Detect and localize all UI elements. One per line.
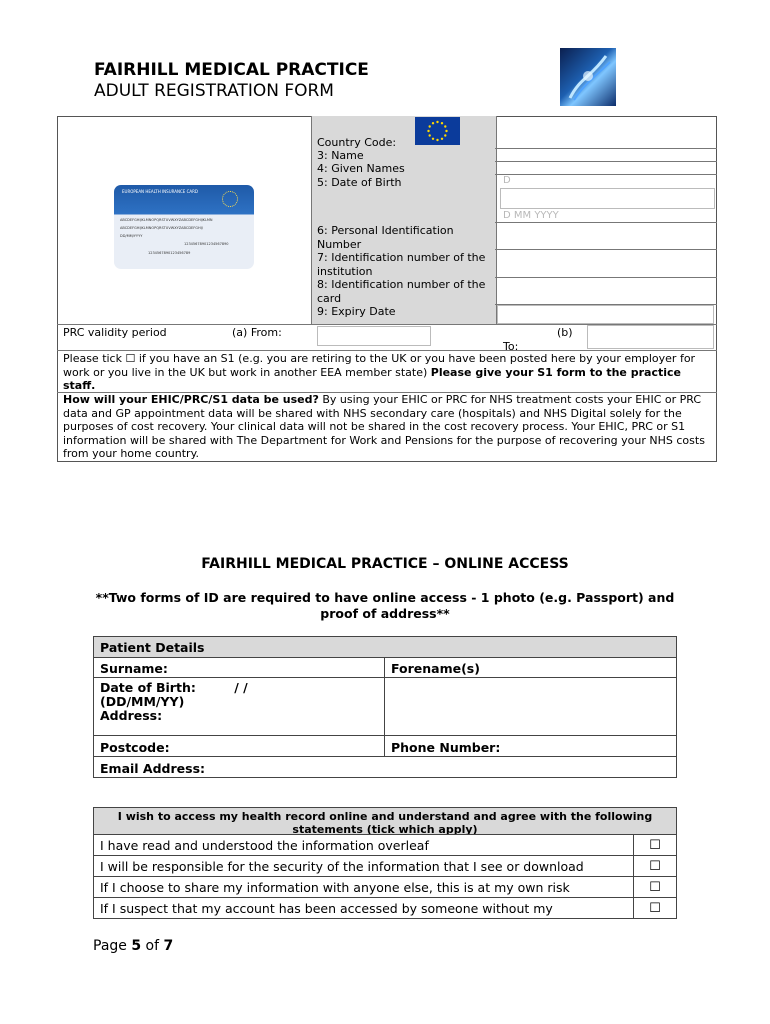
- card-header: EUROPEAN HEALTH INSURANCE CARD: [122, 189, 198, 194]
- prc-to-label: To:: [503, 340, 519, 353]
- s1-text: Please tick ☐ if you have an S1 (e.g. you are retiring to the UK or you have been posted here by your employer for work or you live in the UK but work in another EEA member state): [63, 352, 696, 379]
- prc-validity-label: PRC validity period: [63, 326, 167, 339]
- page-number: 5: [131, 938, 142, 954]
- name-input[interactable]: [495, 148, 717, 162]
- prc-from-input[interactable]: [317, 326, 431, 346]
- ehic-card-image: [114, 185, 254, 269]
- medical-logo-icon: [560, 48, 616, 106]
- page-of: of: [141, 938, 164, 954]
- consent-checkbox[interactable]: ☐: [633, 855, 677, 877]
- card-line-5: 1234567890123456789: [148, 251, 191, 255]
- dob-format: (DD/MM/YY): [100, 694, 185, 709]
- card-line-1: ABCDEFGHIJKLMNOPQRSTUVWXYZABCDEFGHIJKLMN: [120, 218, 213, 222]
- forename-value-field[interactable]: [384, 677, 677, 736]
- consent-checkbox[interactable]: ☐: [633, 834, 677, 856]
- personal-id-input[interactable]: [495, 222, 717, 250]
- phone-field[interactable]: [384, 735, 677, 757]
- usage-paragraph: [63, 393, 709, 461]
- patient-details-header: Patient Details: [93, 636, 677, 658]
- address-label: Address:: [100, 708, 163, 723]
- dob-label: 5: Date of Birth: [317, 176, 402, 189]
- surname-field[interactable]: [93, 657, 385, 678]
- dob-slashes: / /: [234, 680, 248, 695]
- consent-item: If I choose to share my information with anyone else, this is at my own risk: [93, 876, 634, 898]
- given-names-input[interactable]: [495, 161, 717, 175]
- prc-b-label: (b): [557, 326, 573, 339]
- page-prefix: Page: [93, 938, 132, 954]
- personal-id-label: 6: Personal Identification Number: [317, 224, 454, 251]
- usage-bold: How will your EHIC/PRC/S1 data be used?: [63, 393, 319, 406]
- expiry-input[interactable]: [497, 305, 714, 324]
- practice-name: FAIRHILL MEDICAL PRACTICE: [94, 60, 369, 80]
- consent-item: If I suspect that my account has been accessed by someone without my: [93, 897, 634, 919]
- s1-paragraph: [63, 352, 709, 393]
- prc-from-label: (a) From:: [232, 326, 282, 339]
- form-title: ADULT REGISTRATION FORM: [94, 81, 334, 101]
- card-id-label: 8: Identification number of the card: [317, 278, 486, 305]
- card-line-3: DD/MM/YYYY: [120, 234, 143, 238]
- phone-label: Phone Number:: [391, 740, 501, 755]
- given-names-label: 4: Given Names: [317, 162, 405, 175]
- email-field[interactable]: [93, 756, 677, 778]
- postcode-label: Postcode:: [100, 740, 170, 755]
- country-code-label: Country Code:: [317, 136, 397, 149]
- card-line-2: ABCDEFGHIJKLMNOPQRSTUVWXYZABCDEFGHIJ: [120, 226, 203, 230]
- consent-checkbox[interactable]: ☐: [633, 897, 677, 919]
- eu-flag-icon: [415, 117, 460, 145]
- dob-hint-format: D MM YYYY: [503, 210, 559, 221]
- page-indicator: [93, 938, 173, 954]
- dob-label: Date of Birth:: [100, 680, 196, 695]
- surname-label: Surname:: [100, 661, 168, 676]
- forename-field[interactable]: [384, 657, 677, 678]
- dob-hint-d: D: [503, 175, 511, 186]
- consent-checkbox[interactable]: ☐: [633, 876, 677, 898]
- expiry-label: 9: Expiry Date: [317, 305, 396, 318]
- id-note: **Two forms of ID are required to have online access - 1 photo (e.g. Passport) and proof of address**: [95, 590, 675, 621]
- country-code-input[interactable]: [495, 116, 717, 149]
- email-label: Email Address:: [100, 761, 206, 776]
- postcode-field[interactable]: [93, 735, 385, 757]
- consent-item: I have read and understood the information overleaf: [93, 834, 634, 856]
- usage-text: By using your EHIC or PRC for NHS treatment costs your EHIC or PRC data and GP appointment data will be shared with NHS secondary care (hospitals) and NHS Digital solely for the purposes of cost recovery. Your clinical data will not be shared in the cost recovery process. Your EHIC, PRC or S1 information will be shared with The Department for Work and Pensions for the purpose of recovering your NHS costs from your home country.: [63, 393, 705, 460]
- prc-to-input[interactable]: [587, 325, 714, 349]
- card-id-input[interactable]: [495, 277, 717, 305]
- divider: [57, 350, 717, 351]
- dob-input[interactable]: [500, 188, 715, 209]
- online-access-title: FAIRHILL MEDICAL PRACTICE – ONLINE ACCESS: [201, 556, 569, 572]
- s1-bold: Please give your S1 form to the practice staff.: [63, 365, 681, 392]
- page-total: 7: [163, 938, 174, 954]
- card-line-4: 12345678901234567890: [184, 242, 229, 246]
- dob-field[interactable]: [93, 677, 385, 736]
- institution-id-label: 7: Identification number of the institution: [317, 251, 486, 278]
- institution-id-input[interactable]: [495, 250, 717, 278]
- forename-label: Forename(s): [391, 661, 480, 676]
- consent-header: I wish to access my health record online and understand and agree with the following statements (tick which apply): [93, 807, 677, 835]
- name-label: 3: Name: [317, 149, 364, 162]
- card-eu-stars-icon: [222, 191, 238, 207]
- consent-item: I will be responsible for the security of the information that I see or download: [93, 855, 634, 877]
